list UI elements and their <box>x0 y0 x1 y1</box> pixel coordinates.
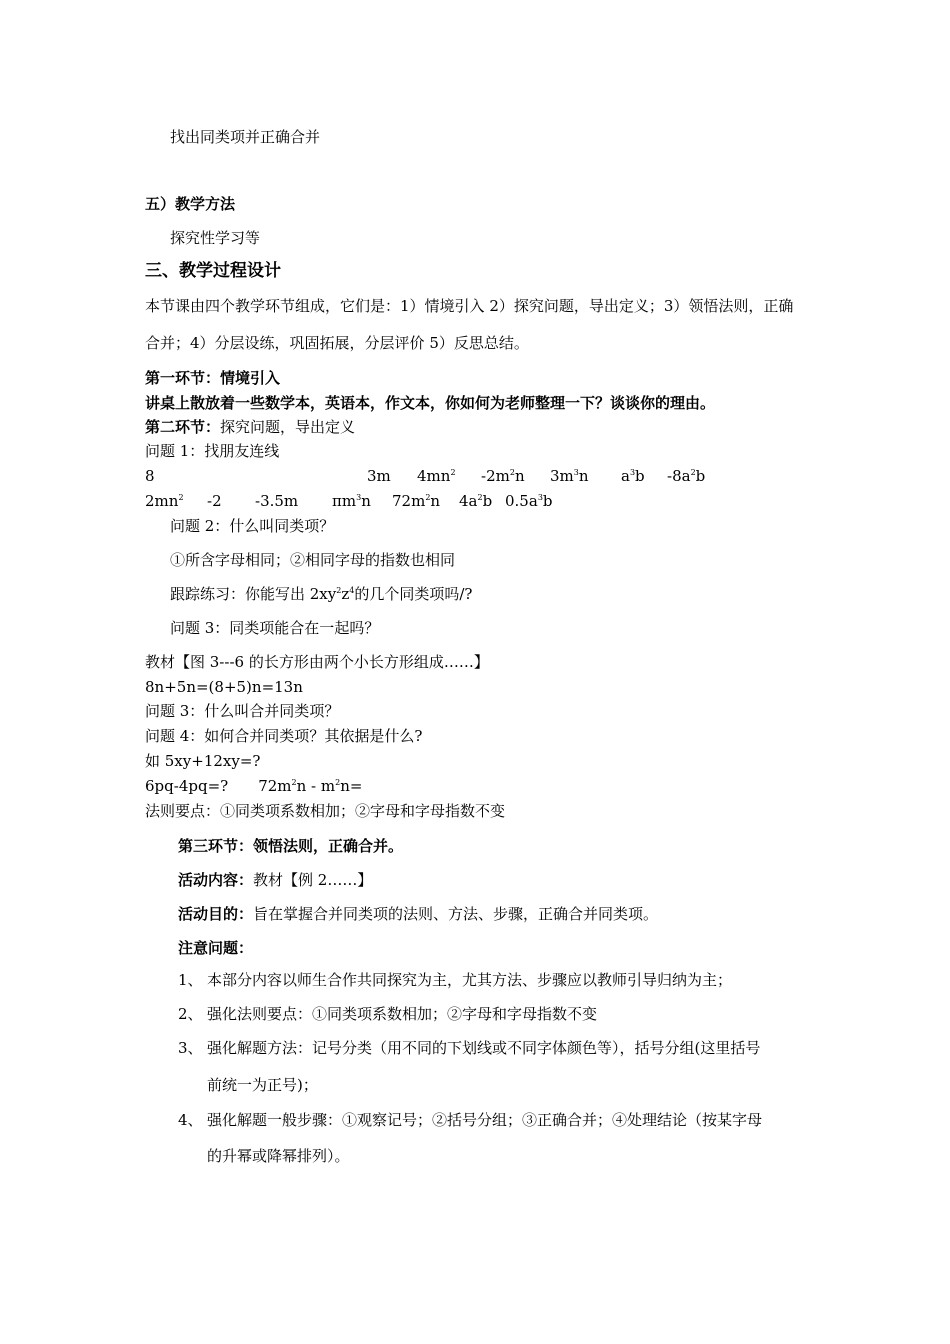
paragraph: 找出同类项并正确合并 <box>170 128 321 146</box>
stage-heading <box>145 417 355 437</box>
list-item-number: 2、 <box>178 1005 203 1023</box>
term: 3m <box>367 467 391 485</box>
paragraph: 跟踪练习：你能写出 $2xy^2z^4$的几个同类项吗/? <box>170 585 473 603</box>
notes-heading: 注意问题： <box>178 939 254 957</box>
term: 8 <box>145 467 155 485</box>
list-item-continuation: 的升幂或降幂排列）。 <box>207 1147 350 1165</box>
section-heading: 五）教学方法 <box>145 195 236 213</box>
term: -2 <box>207 492 222 510</box>
term: $a^3b$ <box>621 467 645 485</box>
paragraph: 问题 3：同类项能合在一起吗？ <box>170 619 380 637</box>
term: $3m^3n$ <box>550 467 589 485</box>
paragraph: 教材【图 3---6 的长方形由两个小长方形组成……】 <box>145 653 489 671</box>
term: $4mn^2$ <box>417 467 456 485</box>
term: $72m^2n$ <box>392 492 441 510</box>
paragraph: 问题 2：什么叫同类项？ <box>170 517 335 535</box>
paragraph: 讲桌上散放着一些数学本，英语本，作文本，你如何为老师整理一下？谈谈你的理由。 <box>145 394 716 412</box>
term: $-2m^2n$ <box>481 467 525 485</box>
term: $0.5a^3b$ <box>505 492 553 510</box>
equation: 6pq-4pq=? $72m^2n - m^2n=$ <box>145 777 363 795</box>
term: $-8a^2b$ <box>667 467 706 485</box>
paragraph: 法则要点：①同类项系数相加；②字母和字母指数不变 <box>145 802 506 820</box>
section-heading: 三、教学过程设计 <box>145 261 281 281</box>
term: -3.5m <box>255 492 299 510</box>
paragraph: 合并；4）分层设练，巩固拓展，分层评价 5）反思总结。 <box>145 334 529 352</box>
equation: 8n+5n=(8+5)n=13n <box>145 678 303 696</box>
list-item-continuation: 前统一为正号)； <box>207 1076 318 1094</box>
list-item: 本部分内容以师生合作共同探究为主，尤其方法、步骤应以教师引导归纳为主； <box>207 971 733 989</box>
paragraph: 问题 1：找朋友连线 <box>145 442 280 460</box>
paragraph: ①所含字母相同；②相同字母的指数也相同 <box>170 551 456 569</box>
paragraph: 探究性学习等 <box>170 229 261 247</box>
paragraph: 问题 4：如何合并同类项？其依据是什么? <box>145 727 423 745</box>
term: $4a^2b$ <box>459 492 493 510</box>
list-item: 强化解题一般步骤：①观察记号；②括号分组；③正确合并；④处理结论（按某字母 <box>207 1111 763 1129</box>
list-item-number: 3、 <box>178 1039 203 1057</box>
paragraph: 本节课由四个教学环节组成，它们是：1）情境引入 2）探究问题，导出定义；3）领悟法则，正确 <box>145 297 794 315</box>
stage-heading-text: 探究问题，导出定义 <box>220 418 356 436</box>
paragraph: 活动内容：教材【例 2……】 <box>178 871 373 889</box>
stage-heading-label: 第二环节： <box>145 418 221 436</box>
list-item-number: 4、 <box>178 1111 203 1129</box>
equation: 如 5xy+12xy=? <box>145 752 261 770</box>
stage-heading: 第一环节：情境引入 <box>145 369 281 387</box>
list-item-number: 1、 <box>178 971 203 989</box>
stage-heading: 第三环节：领悟法则，正确合并。 <box>178 837 404 855</box>
list-item: 强化解题方法：记号分类（用不同的下划线或不同字体颜色等），括号分组(这里括号 <box>207 1039 761 1057</box>
term: $2mn^2$ <box>145 492 184 510</box>
list-item: 强化法则要点：①同类项系数相加；②字母和字母指数不变 <box>207 1005 598 1023</box>
term: $\pi m^3n$ <box>332 492 371 510</box>
paragraph: 活动目的：旨在掌握合并同类项的法则、方法、步骤，正确合并同类项。 <box>178 905 659 923</box>
paragraph: 问题 3：什么叫合并同类项？ <box>145 702 340 720</box>
